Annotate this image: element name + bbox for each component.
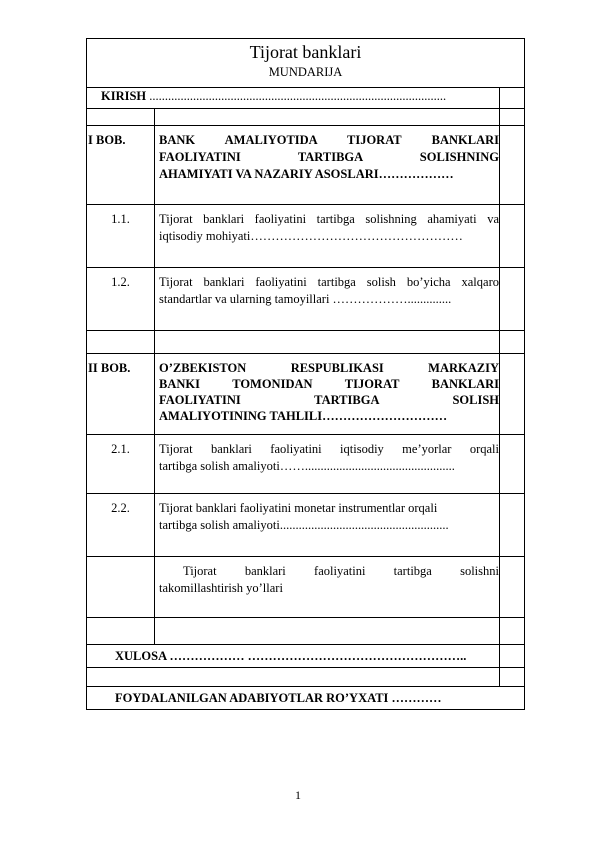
chapter-2-title: O’ZBEKISTON RESPUBLIKASI MARKAZIY BANKI TOMONIDAN TIJORAT BANKLARI FAOLIYATINI TARTIBGA SOLISH AMALIYOTINING TAHLILI………………………… (155, 354, 500, 435)
chapter-1-title: BANK AMALIYOTIDA TIJORAT BANKLARI FAOLIYATINI TARTIBGA SOLISHNING AHAMIYATI VA NAZARIY ASOSLARI……………… (155, 126, 500, 205)
kirish-dots: ............................................................................................... (146, 89, 447, 103)
spacer-row (87, 109, 525, 126)
section-title: Tijorat banklari faoliyatini tartibga solishni takomillashtirish yo’llari (155, 557, 500, 618)
section-number: 1.2. (87, 268, 155, 331)
chapter-2-number: II BOB. (87, 354, 155, 435)
toc-row-section-1-2 (87, 268, 525, 331)
spacer-row (87, 331, 525, 354)
toc-row-section-2-2 (87, 494, 525, 557)
spacer-row (87, 668, 525, 687)
toc-row-chapter-1 (87, 126, 525, 205)
spacer-row (87, 618, 525, 645)
toc-row-section-1-1 (87, 205, 525, 268)
page-cell (500, 645, 525, 668)
chapter-1-number: I BOB. (87, 126, 155, 205)
toc-row-section-2-3 (87, 557, 525, 618)
page-cell (500, 268, 525, 331)
xulosa-entry: XULOSA ……………… …………………………………………….. (87, 645, 500, 668)
toc-row-xulosa (87, 645, 525, 668)
page-cell (500, 435, 525, 494)
section-number: 2.2. (87, 494, 155, 557)
section-title: Tijorat banklari faoliyatini monetar instrumentlar orqali tartibga solish amaliyoti...................................................... (155, 494, 500, 557)
kirish-label: KIRISH (101, 89, 147, 103)
page-cell (500, 205, 525, 268)
toc-row-kirish (87, 88, 525, 109)
section-title: Tijorat banklari faoliyatini iqtisodiy me’yorlar orqali tartibga solish amaliyoti……................................................ (155, 435, 500, 494)
references-entry: FOYDALANILGAN ADABIYOTLAR RO’YXATI ………… (87, 687, 525, 710)
section-number: 2.1. (87, 435, 155, 494)
title-row (87, 39, 525, 88)
page-cell (500, 88, 525, 109)
toc-row-references (87, 687, 525, 710)
table-of-contents (86, 38, 525, 710)
document-title: Tijorat banklari (249, 42, 362, 62)
toc-heading: MUNDARIJA (268, 65, 343, 79)
toc-row-section-2-1 (87, 435, 525, 494)
page-cell (500, 354, 525, 435)
section-number: 1.1. (87, 205, 155, 268)
section-title: Tijorat banklari faoliyatini tartibga solish bo’yicha xalqaro standartlar va ularning tamoyillari ……………….............. (155, 268, 500, 331)
page-cell (500, 494, 525, 557)
page-cell (500, 557, 525, 618)
toc-row-chapter-2 (87, 354, 525, 435)
page-number: 1 (295, 788, 301, 802)
section-title: Tijorat banklari faoliyatini tartibga solishning ahamiyati va iqtisodiy mohiyati…………………………………………… (155, 205, 500, 268)
page-cell (500, 126, 525, 205)
